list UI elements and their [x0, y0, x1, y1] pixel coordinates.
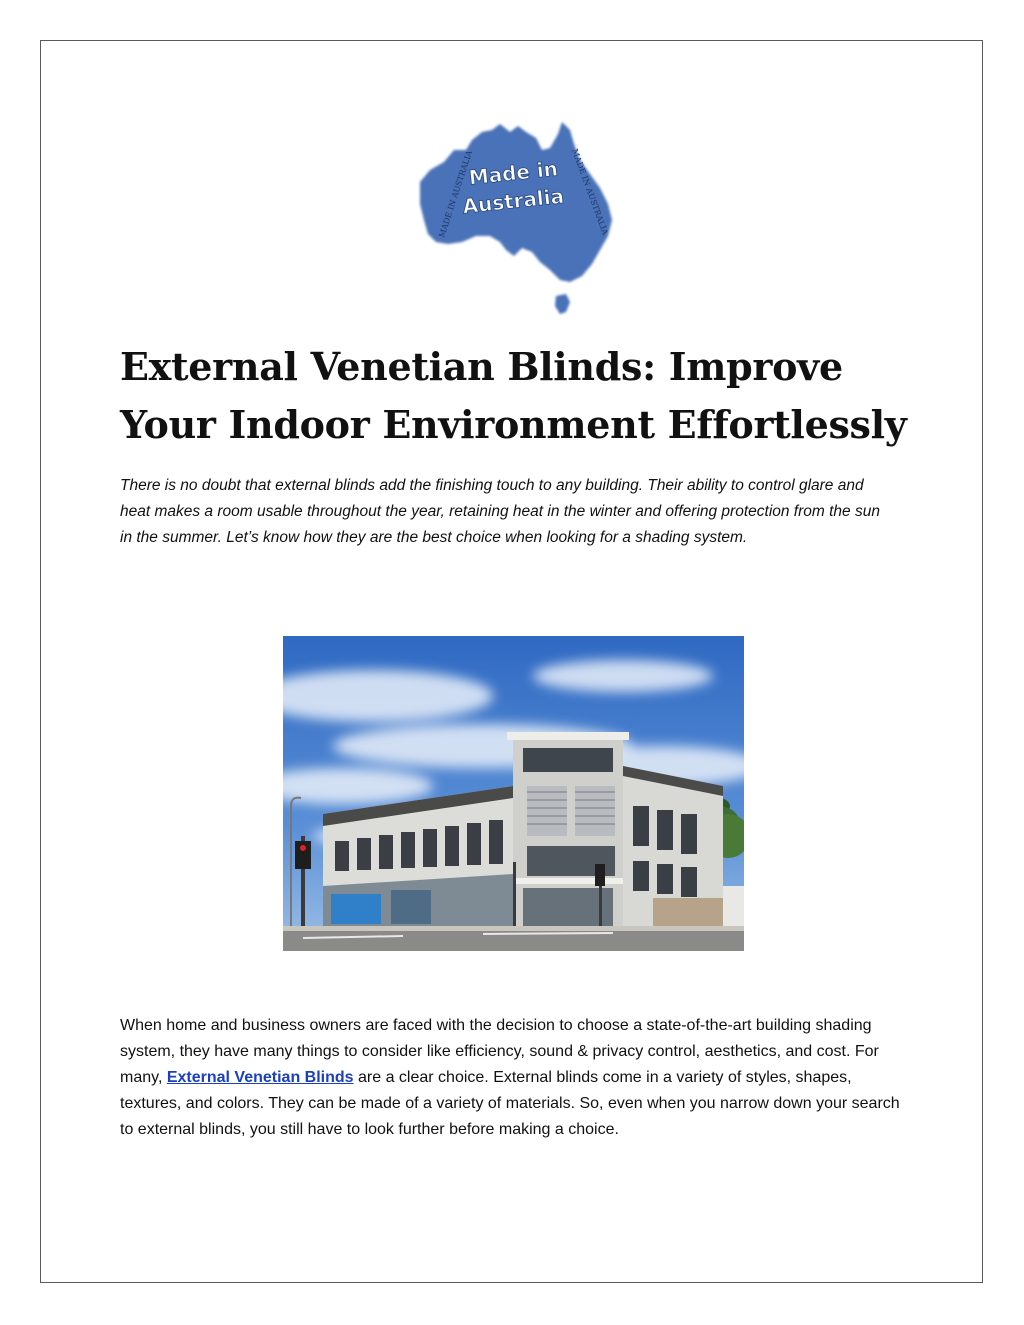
building-photo [283, 636, 744, 951]
page-title: External Venetian Blinds: Improve Your Indoor Environment Effortlessly [120, 344, 907, 447]
logo-line1: Made in [467, 156, 559, 190]
logo-ring-text-left: MADE IN AUSTRALIA [437, 149, 474, 239]
intro-paragraph: There is no doubt that external blinds add the finishing touch to any building. Their ability to control glare and heat makes a room usable throughout the year, retaining heat in the winter and offering protection from the sun in the summer. Let’s know how they are the best choice when looking for a shading system. [120, 477, 880, 546]
made-in-australia-logo [410, 120, 615, 320]
external-venetian-blinds-link[interactable]: External Venetian Blinds [166, 1069, 354, 1086]
body-text-after-link: are a clear choice. External blinds come in a variety of styles, shapes, textures, and colors. They can be made of a variety of materials. So, even when you narrow down your search to external blinds, you still have to look further before making a choice. [120, 1069, 900, 1138]
logo-ring-text-right: MADE IN AUSTRALIA [570, 147, 610, 237]
logo-line2: Australia [461, 183, 566, 219]
body-paragraph [120, 1013, 900, 1143]
body-text-before-link: When home and business owners are faced with the decision to choose a state-of-the-art building shading system, they have many things to consider like efficiency, sound & privacy control, aesthetics, and cost. For many, [120, 1017, 879, 1086]
